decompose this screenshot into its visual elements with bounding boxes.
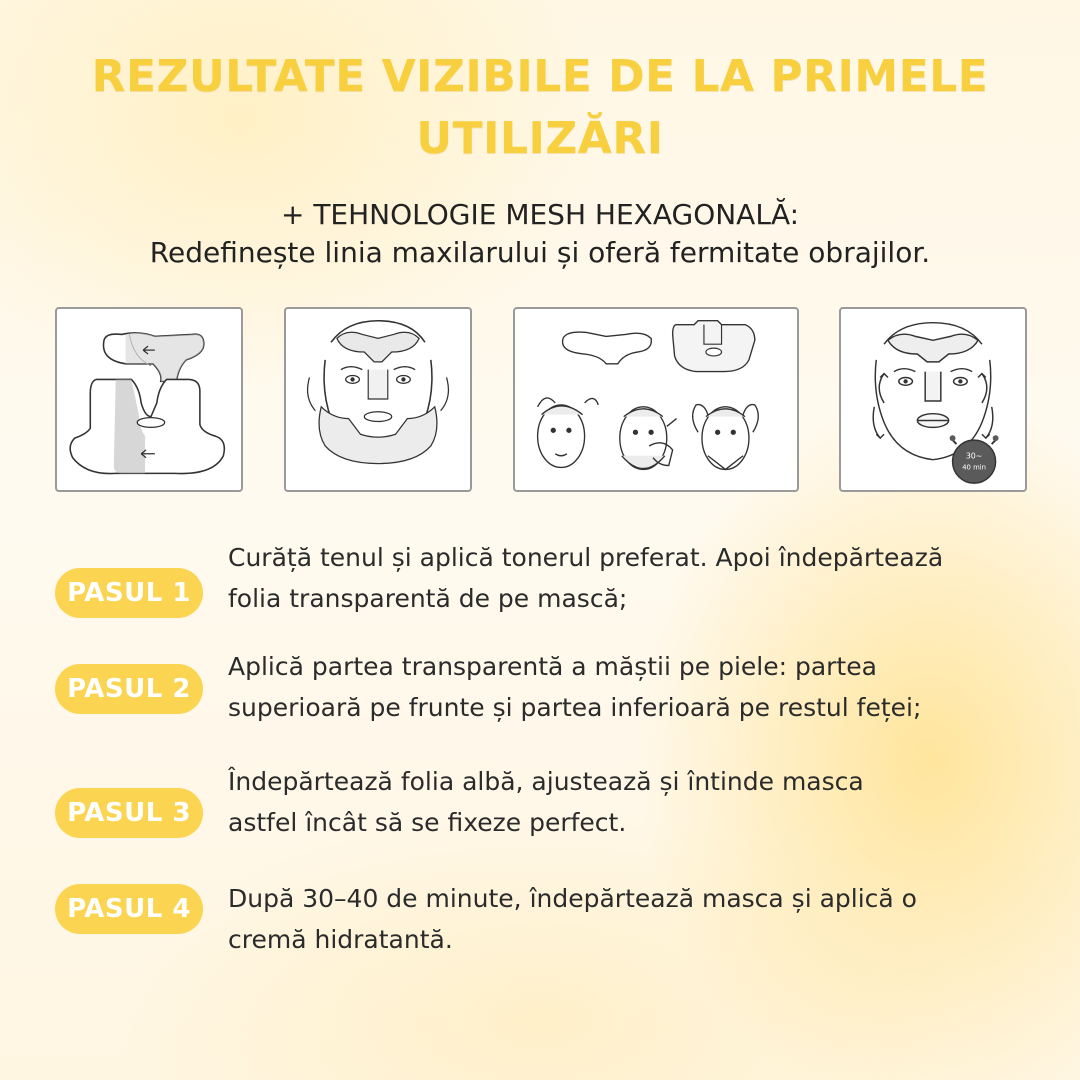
page-title bbox=[0, 46, 1080, 170]
step-2-text bbox=[228, 646, 1060, 728]
step-3-line-2: astfel încât să se fixeze perfect. bbox=[228, 808, 627, 837]
mask-peel-icon bbox=[57, 309, 241, 490]
timer-label-top: 30~ bbox=[965, 451, 983, 461]
step-3-line-1: Îndepărtează folia albă, ajustează și întinde masca bbox=[228, 767, 864, 796]
title-line-2: UTILIZĂRI bbox=[416, 113, 664, 164]
step-1-illustration bbox=[55, 307, 243, 492]
face-mask-applied-icon bbox=[286, 309, 470, 490]
step-2-badge: PASUL 2 bbox=[55, 664, 203, 714]
step-2-line-1: Aplică partea transparentă a măștii pe piele: partea bbox=[228, 652, 877, 681]
timer-icon bbox=[950, 435, 999, 483]
step-4-text bbox=[228, 878, 1060, 960]
timer-label-bottom: 40 min bbox=[962, 463, 986, 472]
subtitle bbox=[0, 196, 1080, 272]
step-4-illustration bbox=[839, 307, 1027, 492]
step-3-badge: PASUL 3 bbox=[55, 788, 203, 838]
step-4-line-1: După 30–40 de minute, îndepărtează masca și aplică o bbox=[228, 884, 917, 913]
step-3-illustration bbox=[513, 307, 799, 492]
subtitle-line-2: Redefinește linia maxilarului și oferă fermitate obrajilor. bbox=[149, 236, 931, 269]
step-1-line-2: folia transparentă de pe mască; bbox=[228, 584, 628, 613]
step-1-badge: PASUL 1 bbox=[55, 568, 203, 618]
title-line-1: REZULTATE VIZIBILE DE LA PRIMELE bbox=[91, 51, 989, 102]
step-2-illustration bbox=[284, 307, 472, 492]
step-1-line-1: Curăță tenul și aplică tonerul preferat. Apoi îndepărtează bbox=[228, 543, 944, 572]
mask-adjust-icon bbox=[515, 309, 797, 490]
step-4-line-2: cremă hidratantă. bbox=[228, 925, 453, 954]
step-3-text bbox=[228, 761, 1060, 843]
face-timer-icon bbox=[841, 309, 1025, 490]
step-2-line-2: superioară pe frunte și partea inferioară pe restul feței; bbox=[228, 693, 922, 722]
subtitle-line-1: + TEHNOLOGIE MESH HEXAGONALĂ: bbox=[280, 198, 800, 231]
step-4-badge: PASUL 4 bbox=[55, 884, 203, 934]
step-1-text bbox=[228, 537, 1060, 619]
